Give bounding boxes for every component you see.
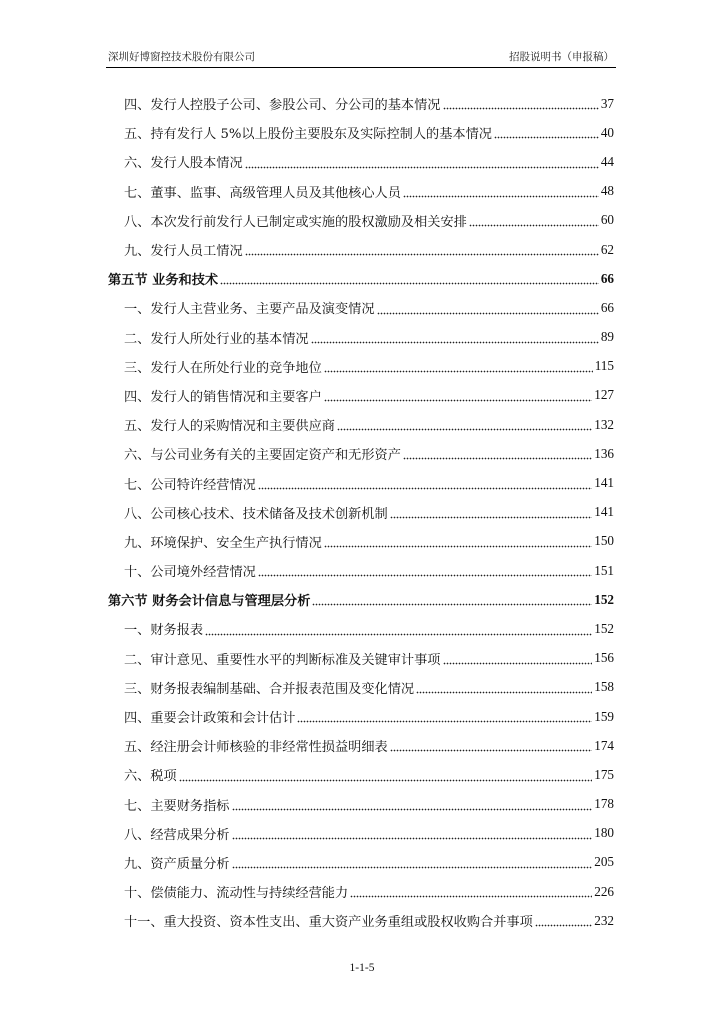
toc-entry[interactable] xyxy=(108,498,614,527)
toc-entry-page: 40 xyxy=(600,124,614,140)
toc-entry[interactable] xyxy=(108,206,614,235)
dot-leader xyxy=(297,714,592,723)
toc-entry-page: 136 xyxy=(594,445,614,461)
toc-entry-page: 132 xyxy=(594,416,614,432)
header-divider xyxy=(106,67,616,68)
toc-entry-title: 三、财务报表编制基础、合并报表范围及变化情况 xyxy=(124,681,415,697)
toc-entry-page: 159 xyxy=(594,708,614,724)
toc-entry[interactable] xyxy=(108,877,614,906)
page-number: 1-1-5 xyxy=(349,962,375,974)
toc-entry[interactable] xyxy=(108,760,614,789)
dot-leader xyxy=(535,918,592,927)
toc-entry-title: 八、本次发行前发行人已制定或实施的股权激励及相关安排 xyxy=(124,214,467,230)
toc-entry-title: 三、发行人在所处行业的竞争地位 xyxy=(124,360,322,376)
toc-entry-title: 七、公司特许经营情况 xyxy=(124,477,256,493)
dot-leader xyxy=(245,160,599,169)
toc-entry-page: 205 xyxy=(594,854,614,870)
toc-entry-title: 第五节 业务和技术 xyxy=(108,273,219,289)
dot-leader xyxy=(258,568,592,577)
table-of-contents xyxy=(108,89,614,935)
toc-entry-page: 62 xyxy=(600,241,614,257)
toc-entry-title: 九、环境保护、安全生产执行情况 xyxy=(124,535,322,551)
toc-entry-page: 48 xyxy=(600,183,614,199)
toc-entry-page: 226 xyxy=(594,883,614,899)
dot-leader xyxy=(337,422,592,431)
toc-entry-title: 六、税项 xyxy=(124,769,177,785)
dot-leader xyxy=(324,364,593,373)
toc-entry[interactable] xyxy=(108,323,614,352)
toc-entry-title: 二、审计意见、重要性水平的判断标准及关键审计事项 xyxy=(124,652,441,668)
toc-entry[interactable] xyxy=(108,89,614,118)
toc-entry[interactable] xyxy=(108,177,614,206)
toc-entry-page: 152 xyxy=(594,591,614,607)
dot-leader xyxy=(220,276,599,285)
toc-entry[interactable] xyxy=(108,439,614,468)
dot-leader xyxy=(403,451,592,460)
toc-entry-page: 44 xyxy=(600,153,614,169)
toc-entry-page: 66 xyxy=(600,299,614,315)
toc-entry[interactable] xyxy=(108,644,614,673)
toc-entry-title: 五、经注册会计师核验的非经常性损益明细表 xyxy=(124,740,388,756)
toc-entry[interactable] xyxy=(108,118,614,147)
dot-leader xyxy=(443,656,593,665)
toc-entry-title: 六、与公司业务有关的主要固定资产和无形资产 xyxy=(124,448,401,464)
toc-entry-page: 180 xyxy=(594,825,614,841)
dot-leader xyxy=(469,218,599,227)
dot-leader xyxy=(350,889,592,898)
toc-entry-title: 八、公司核心技术、技术储备及技术创新机制 xyxy=(124,506,388,522)
toc-entry-page: 115 xyxy=(594,358,614,374)
toc-entry[interactable] xyxy=(108,702,614,731)
dot-leader xyxy=(377,306,599,315)
dot-leader xyxy=(312,597,592,606)
toc-entry-title: 五、持有发行人 5%以上股份主要股东及实际控制人的基本情况 xyxy=(124,127,492,143)
toc-entry-title: 九、发行人员工情况 xyxy=(124,244,243,260)
toc-entry-title: 十、公司境外经营情况 xyxy=(124,565,256,581)
toc-entry-page: 127 xyxy=(594,387,614,403)
toc-entry-page: 37 xyxy=(600,95,614,111)
dot-leader xyxy=(258,481,592,490)
dot-leader xyxy=(416,685,592,694)
toc-entry-page: 141 xyxy=(594,475,614,491)
toc-entry-title: 四、发行人控股子公司、参股公司、分公司的基本情况 xyxy=(124,98,441,114)
toc-entry[interactable] xyxy=(108,293,614,322)
toc-entry[interactable] xyxy=(108,556,614,585)
document-type: 招股说明书（申报稿） xyxy=(509,51,614,63)
toc-entry[interactable] xyxy=(108,731,614,760)
toc-entry[interactable] xyxy=(108,790,614,819)
page-header xyxy=(108,49,614,64)
dot-leader xyxy=(390,510,592,519)
toc-entry-title: 四、重要会计政策和会计估计 xyxy=(124,711,296,727)
toc-entry[interactable] xyxy=(108,848,614,877)
toc-entry-page: 174 xyxy=(594,737,614,753)
toc-entry-page: 66 xyxy=(600,270,614,286)
toc-entry[interactable] xyxy=(108,673,614,702)
toc-entry-title: 七、主要财务指标 xyxy=(124,798,230,814)
toc-entry-title: 一、发行人主营业务、主要产品及演变情况 xyxy=(124,302,375,318)
toc-entry[interactable] xyxy=(108,381,614,410)
dot-leader xyxy=(232,831,593,840)
toc-entry-page: 152 xyxy=(594,620,614,636)
dot-leader xyxy=(494,130,599,139)
toc-entry-page: 141 xyxy=(594,504,614,520)
toc-entry-title: 八、经营成果分析 xyxy=(124,827,230,843)
toc-entry[interactable] xyxy=(108,352,614,381)
toc-entry[interactable] xyxy=(108,906,614,935)
toc-entry-page: 175 xyxy=(594,766,614,782)
dot-leader xyxy=(324,539,592,548)
toc-section-entry[interactable] xyxy=(108,264,614,293)
toc-entry-page: 60 xyxy=(600,212,614,228)
toc-entry[interactable] xyxy=(108,527,614,556)
toc-entry[interactable] xyxy=(108,468,614,497)
dot-leader xyxy=(245,247,599,256)
toc-entry-title: 十、偿债能力、流动性与持续经营能力 xyxy=(124,886,349,902)
toc-entry[interactable] xyxy=(108,614,614,643)
toc-entry-title: 一、财务报表 xyxy=(124,623,204,639)
dot-leader xyxy=(403,189,599,198)
toc-entry-title: 二、发行人所处行业的基本情况 xyxy=(124,331,309,347)
toc-entry[interactable] xyxy=(108,147,614,176)
dot-leader xyxy=(311,335,599,344)
toc-entry[interactable] xyxy=(108,410,614,439)
dot-leader xyxy=(390,743,592,752)
toc-entry-title: 七、董事、监事、高级管理人员及其他核心人员 xyxy=(124,185,401,201)
toc-entry-page: 89 xyxy=(600,329,614,345)
dot-leader xyxy=(232,802,593,811)
toc-entry-title: 九、资产质量分析 xyxy=(124,856,230,872)
toc-entry-page: 178 xyxy=(594,796,614,812)
dot-leader xyxy=(232,860,593,869)
toc-entry-page: 232 xyxy=(594,912,614,928)
toc-entry[interactable] xyxy=(108,819,614,848)
toc-entry[interactable] xyxy=(108,235,614,264)
toc-entry-title: 六、发行人股本情况 xyxy=(124,156,243,172)
toc-entry-page: 158 xyxy=(594,679,614,695)
toc-entry-title: 四、发行人的销售情况和主要客户 xyxy=(124,389,322,405)
toc-entry-page: 156 xyxy=(594,650,614,666)
toc-entry-title: 五、发行人的采购情况和主要供应商 xyxy=(124,419,335,435)
dot-leader xyxy=(324,393,592,402)
dot-leader xyxy=(205,627,592,636)
company-name: 深圳好博窗控技术股份有限公司 xyxy=(108,51,255,63)
toc-entry-page: 150 xyxy=(594,533,614,549)
toc-entry-title: 十一、重大投资、资本性支出、重大资产业务重组或股权收购合并事项 xyxy=(124,915,533,931)
toc-entry-title: 第六节 财务会计信息与管理层分析 xyxy=(108,594,311,610)
dot-leader xyxy=(443,101,599,110)
toc-section-entry[interactable] xyxy=(108,585,614,614)
dot-leader xyxy=(179,773,592,782)
toc-entry-page: 151 xyxy=(594,562,614,578)
